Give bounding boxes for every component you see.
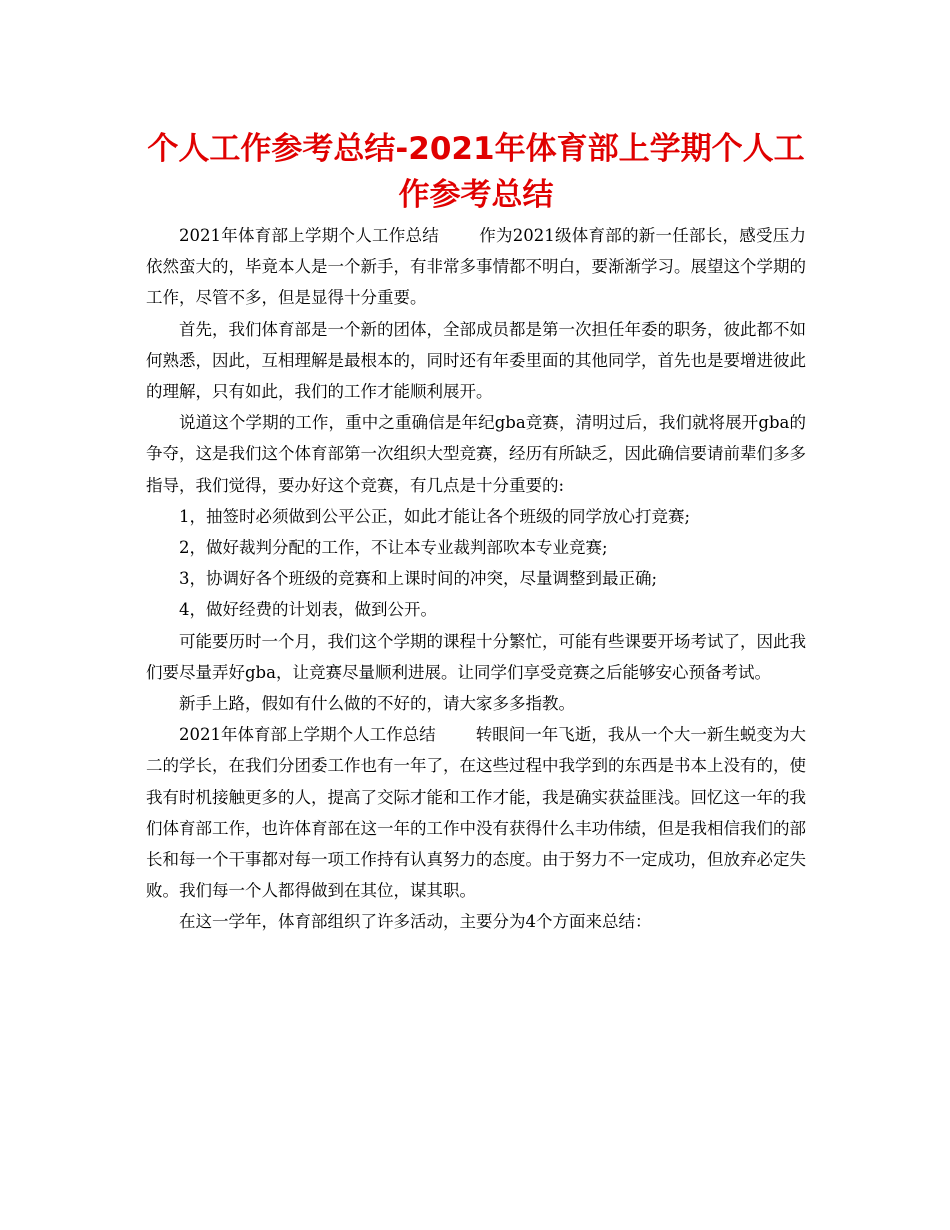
list-item-3 xyxy=(146,563,806,594)
paragraph-text: 3，协调好各个班级的竞赛和上课时间的冲突，尽量调整到最正确; xyxy=(179,569,658,589)
paragraph-3 xyxy=(146,407,806,501)
paragraph-9 xyxy=(146,688,806,719)
paragraph-text: 说道这个学期的工作，重中之重确信是年纪gba竞赛，清明过后，我们就将展开gba的争夺，这是我们这个体育部第一次组织大型竞赛，经历有所缺乏，因此确信要请前辈们多多指导，我们觉得，要办好这个竞赛，有几点是十分重要的: xyxy=(146,413,806,495)
paragraph-1 xyxy=(146,220,806,314)
document-title: 个人工作参考总结-2021年体育部上学期个人工作参考总结 xyxy=(147,131,805,213)
list-item-1 xyxy=(146,501,806,532)
document-body xyxy=(146,220,806,938)
paragraph-text: 2，做好裁判分配的工作，不让本专业裁判部吹本专业竞赛; xyxy=(179,538,608,558)
paragraph-text: 可能要历时一个月，我们这个学期的课程十分繁忙，可能有些课要开场考试了，因此我们要尽量弄好gba，让竞赛尽量顺利进展。让同学们享受竞赛之后能够安心预备考试。 xyxy=(146,631,806,682)
paragraph-lead: 2021年体育部上学期个人工作总结 xyxy=(179,725,436,745)
paragraph-text: 1，抽签时必须做到公平公正，如此才能让各个班级的同学放心打竞赛; xyxy=(179,506,691,526)
paragraph-11 xyxy=(146,906,806,937)
document-page xyxy=(146,126,806,938)
paragraph-text: 4，做好经费的计划表，做到公开。 xyxy=(179,600,437,620)
paragraph-lead: 2021年体育部上学期个人工作总结 xyxy=(179,226,439,245)
paragraph-text: 转眼间一年飞逝，我从一个大一新生蜕变为大二的学长，在我们分团委工作也有一年了，在这些过程中我学到的东西是书本上没有的，使我有时机接触更多的人，提高了交际才能和工作才能，我是确实获益匪浅。回忆这一年的我们体育部工作，也许体育部在这一年的工作中没有获得什么丰功伟绩，但是我相信我们的部长和每一个干事都对每一项工作持有认真努力的态度。由于努力不一定成功，但放弃必定失败。我们每一个人都得做到在其位，谋其职。 xyxy=(146,725,806,901)
list-item-2 xyxy=(146,532,806,563)
paragraph-text: 首先，我们体育部是一个新的团体，全部成员都是第一次担任年委的职务，彼此都不如何熟悉，因此，互相理解是最根本的，同时还有年委里面的其他同学，首先也是要增进彼此的理解，只有如此，我们的工作才能顺利展开。 xyxy=(146,319,806,402)
list-item-4 xyxy=(146,594,806,625)
paragraph-text: 新手上路，假如有什么做的不好的，请大家多多指教。 xyxy=(179,694,575,714)
paragraph-2 xyxy=(146,314,806,408)
paragraph-10 xyxy=(146,719,806,906)
paragraph-8 xyxy=(146,626,806,688)
paragraph-text: 在这一学年，体育部组织了许多活动，主要分为4个方面来总结： xyxy=(179,912,652,932)
paragraph-text: 作为2021级体育部的新一任部长，感受压力依然蛮大的，毕竟本人是一个新手，有非常多事情都不明白，要渐渐学习。展望这个学期的工作，尽管不多，但是显得十分重要。 xyxy=(146,226,806,308)
